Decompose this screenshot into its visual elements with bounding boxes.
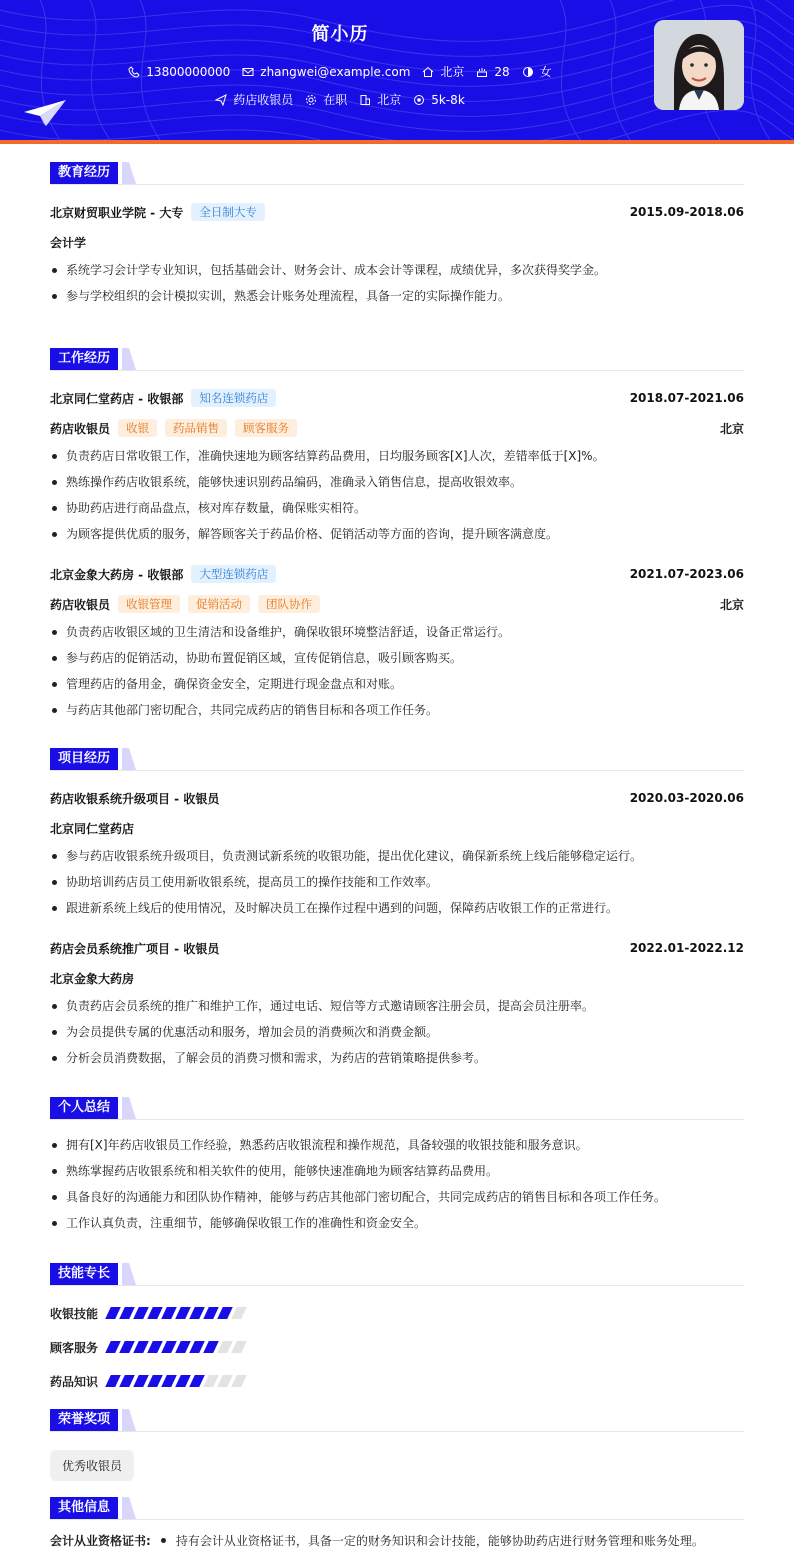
list-item: 跟进新系统上线后的使用情况，及时解决员工在操作过程中遇到的问题，保障药店收银工作的正常进行。 [50,901,744,915]
list-item: 熟练掌握药店收银系统和相关软件的使用，能够快速准确地为顾客结算药品费用。 [50,1164,744,1178]
project-name: 药店收银系统升级项目 - 收银员 [50,791,220,806]
mail-icon [242,66,254,78]
list-item: 熟练操作药店收银系统，能够快速识别药品编码，准确录入销售信息，提高收银效率。 [50,475,744,489]
company-tag: 大型连锁药店 [191,565,276,583]
education-row [50,203,744,221]
gender-item [522,63,552,80]
skill-name: 顾客服务 [50,1340,99,1355]
skill-level-segment [105,1341,121,1353]
section-title: 其他信息 [50,1497,118,1519]
avatar [654,20,744,110]
resume-header [0,0,794,140]
work-date: 2018.07-2021.06 [629,391,744,405]
salary-text: 5k-8k [431,92,465,107]
work-item [50,565,744,745]
section-header [50,346,744,371]
email-item [242,65,410,79]
skill-level-segment [203,1307,219,1319]
section-header [50,746,744,771]
section-title: 工作经历 [50,348,118,370]
education-section [50,160,744,346]
section-title-tail [122,1097,136,1119]
skill-level-segment [231,1307,247,1319]
contact-row [0,63,680,80]
list-item: 负责药店收银区域的卫生清洁和设备维护，确保收银环境整洁舒适，设备正常运行。 [50,625,744,639]
location-item [422,63,464,80]
section-title: 项目经历 [50,748,118,770]
skill-level-segment [119,1341,135,1353]
role-name: 药店收银员 [50,597,111,612]
send-icon [215,94,227,106]
skill-level-segment [231,1375,247,1387]
skill-tag: 顾客服务 [235,419,297,437]
phone-icon [128,66,140,78]
section-header [50,1095,744,1120]
skill-level-segment [161,1341,177,1353]
other-info-row [50,1532,744,1549]
skill-level-segment [133,1375,149,1387]
skill-level-segment [189,1307,205,1319]
section-title-tail [122,748,136,770]
skill-level-segment [147,1307,163,1319]
age-text: 28 [494,64,510,79]
skill-row [50,1372,744,1390]
work-city: 北京 [719,421,744,436]
other-label: 会计从业资格证书: [50,1534,151,1548]
list-item: 管理药店的备用金，确保资金安全，定期进行现金盘点和对账。 [50,677,744,691]
skill-level-bar [108,1307,244,1319]
major-name: 会计学 [50,235,87,250]
skill-level-segment [175,1375,191,1387]
skill-tag: 药品销售 [165,419,227,437]
skill-name: 药品知识 [50,1374,99,1389]
city-text: 北京 [377,93,402,107]
list-item: 协助培训药店员工使用新收银系统，提高员工的操作技能和工作效率。 [50,875,744,889]
skill-name: 收银技能 [50,1306,99,1321]
home-icon [422,66,434,78]
section-title-tail [122,1409,136,1431]
cake-icon [476,66,488,78]
list-item: 工作认真负责，注重细节，能够确保收银工作的准确性和资金安全。 [50,1216,744,1230]
skill-level-segment [189,1375,205,1387]
skill-level-segment [175,1341,191,1353]
project-date: 2022.01-2022.12 [629,941,744,955]
skill-level-segment [161,1307,177,1319]
section-title: 技能专长 [50,1263,118,1285]
job-row [0,91,680,108]
skill-level-segment [133,1341,149,1353]
list-item: 分析会员消费数据，了解会员的消费习惯和需求，为药店的营销策略提供参考。 [50,1051,744,1065]
phone-item [128,65,230,79]
list-item: 负责药店日常收银工作，准确快速地为顾客结算药品费用，日均服务顾客[X]人次，差错率低于[X]%。 [50,449,744,463]
section-title-tail [122,348,136,370]
list-item: 与药店其他部门密切配合，共同完成药店的销售目标和各项工作任务。 [50,703,744,717]
header-accent-bar [0,140,794,144]
skill-level-bar [108,1341,244,1353]
list-item: 参与药店的促销活动，协助布置促销区域，宣传促销信息，吸引顾客购买。 [50,651,744,665]
list-item: 参与学校组织的会计模拟实训，熟悉会计账务处理流程，具备一定的实际操作能力。 [50,289,744,303]
status-item [305,91,347,108]
skill-level-segment [217,1307,233,1319]
skill-level-segment [105,1307,121,1319]
job-text: 药店收银员 [233,93,294,107]
work-date: 2021.07-2023.06 [629,567,744,581]
projects-section [50,746,744,1095]
skills-list [50,1304,744,1390]
skill-level-segment [119,1307,135,1319]
skill-tag: 团队协作 [258,595,320,613]
gear-icon [305,94,317,106]
skill-level-segment [203,1341,219,1353]
project-item [50,789,744,939]
status-text: 在职 [323,93,348,107]
skill-level-segment [133,1307,149,1319]
company-tag: 知名连锁药店 [191,389,276,407]
list-item: 负责药店会员系统的推广和维护工作，通过电话、短信等方式邀请顾客注册会员，提高会员注册率。 [50,999,744,1013]
section-title: 荣誉奖项 [50,1409,118,1431]
section-title: 个人总结 [50,1097,118,1119]
skill-row [50,1338,744,1356]
major-row [50,233,744,251]
project-org: 北京同仁堂药店 [50,821,135,836]
list-item: 为会员提供专属的优惠活动和服务，增加会员的消费频次和消费金额。 [50,1025,744,1039]
work-city: 北京 [719,597,744,612]
education-tag: 全日制大专 [191,203,265,221]
skill-level-segment [189,1341,205,1353]
summary-section [50,1095,744,1261]
project-name: 药店会员系统推广项目 - 收银员 [50,941,220,956]
skill-level-segment [105,1375,121,1387]
other-section [50,1495,744,1549]
list-item: 协助药店进行商品盘点，核对库存数量，确保账实相符。 [50,501,744,515]
section-title: 教育经历 [50,162,118,184]
education-date: 2015.09-2018.06 [629,205,744,219]
location-text: 北京 [440,65,465,79]
section-header [50,1261,744,1286]
section-title-tail [122,1497,136,1519]
email-text: zhangwei@example.com [260,64,411,79]
award-badge: 优秀收银员 [50,1450,134,1481]
other-text: 持有会计从业资格证书，具备一定的财务知识和会计技能，能够协助药店进行财务管理和账务处理。 [175,1534,704,1548]
age-item [476,65,509,79]
project-org: 北京金象大药房 [50,971,135,986]
skill-level-segment [161,1375,177,1387]
section-header [50,1407,744,1432]
project-item [50,939,744,1065]
skill-level-segment [119,1375,135,1387]
education-bullets [50,263,744,303]
project-date: 2020.03-2020.06 [629,791,744,805]
building-icon [359,94,371,106]
section-header [50,160,744,185]
honors-section [50,1407,744,1495]
skill-level-segment [175,1307,191,1319]
candidate-name: 简小历 [311,24,369,45]
school-name: 北京财贸职业学院 - 大专 [50,205,184,220]
list-item: 拥有[X]年药店收银员工作经验，熟悉药店收银流程和操作规范，具备较强的收银技能和服务意识。 [50,1138,744,1152]
company-name: 北京金象大药房 - 收银部 [50,567,184,582]
role-name: 药店收银员 [50,421,111,436]
phone-text: 13800000000 [146,64,231,79]
list-item: 具备良好的沟通能力和团队协作精神，能够与药店其他部门密切配合，共同完成药店的销售目标和各项工作任务。 [50,1190,744,1204]
skill-level-segment [147,1341,163,1353]
skill-tag: 收银 [118,419,157,437]
skill-tag: 收银管理 [118,595,180,613]
list-item: 系统学习会计学专业知识，包括基础会计、财务会计、成本会计等课程，成绩优异，多次获得奖学金。 [50,263,744,277]
list-item: 参与药店收银系统升级项目，负责测试新系统的收银功能，提出优化建议，确保新系统上线后能够稳定运行。 [50,849,744,863]
company-name: 北京同仁堂药店 - 收银部 [50,391,184,406]
skill-level-segment [147,1375,163,1387]
gender-text: 女 [539,65,552,79]
skill-level-segment [217,1375,233,1387]
section-title-tail [122,1263,136,1285]
resume-body [50,160,744,1549]
job-item [215,91,293,108]
skill-level-segment [231,1341,247,1353]
skill-level-segment [203,1375,219,1387]
avatar-portrait [654,20,744,110]
skill-level-bar [108,1375,244,1387]
work-item [50,389,744,565]
coin-icon [413,94,425,106]
skill-level-segment [217,1341,233,1353]
section-header [50,1495,744,1520]
section-title-tail [122,162,136,184]
city-item [359,91,401,108]
skill-tag: 促销活动 [188,595,250,613]
skills-section [50,1261,744,1407]
skill-row [50,1304,744,1322]
bullet-dot [161,1538,166,1543]
list-item: 为顾客提供优质的服务，解答顾客关于药品价格、促销活动等方面的咨询，提升顾客满意度。 [50,527,744,541]
work-section [50,346,744,746]
salary-item [413,93,465,107]
gender-icon [522,66,534,78]
